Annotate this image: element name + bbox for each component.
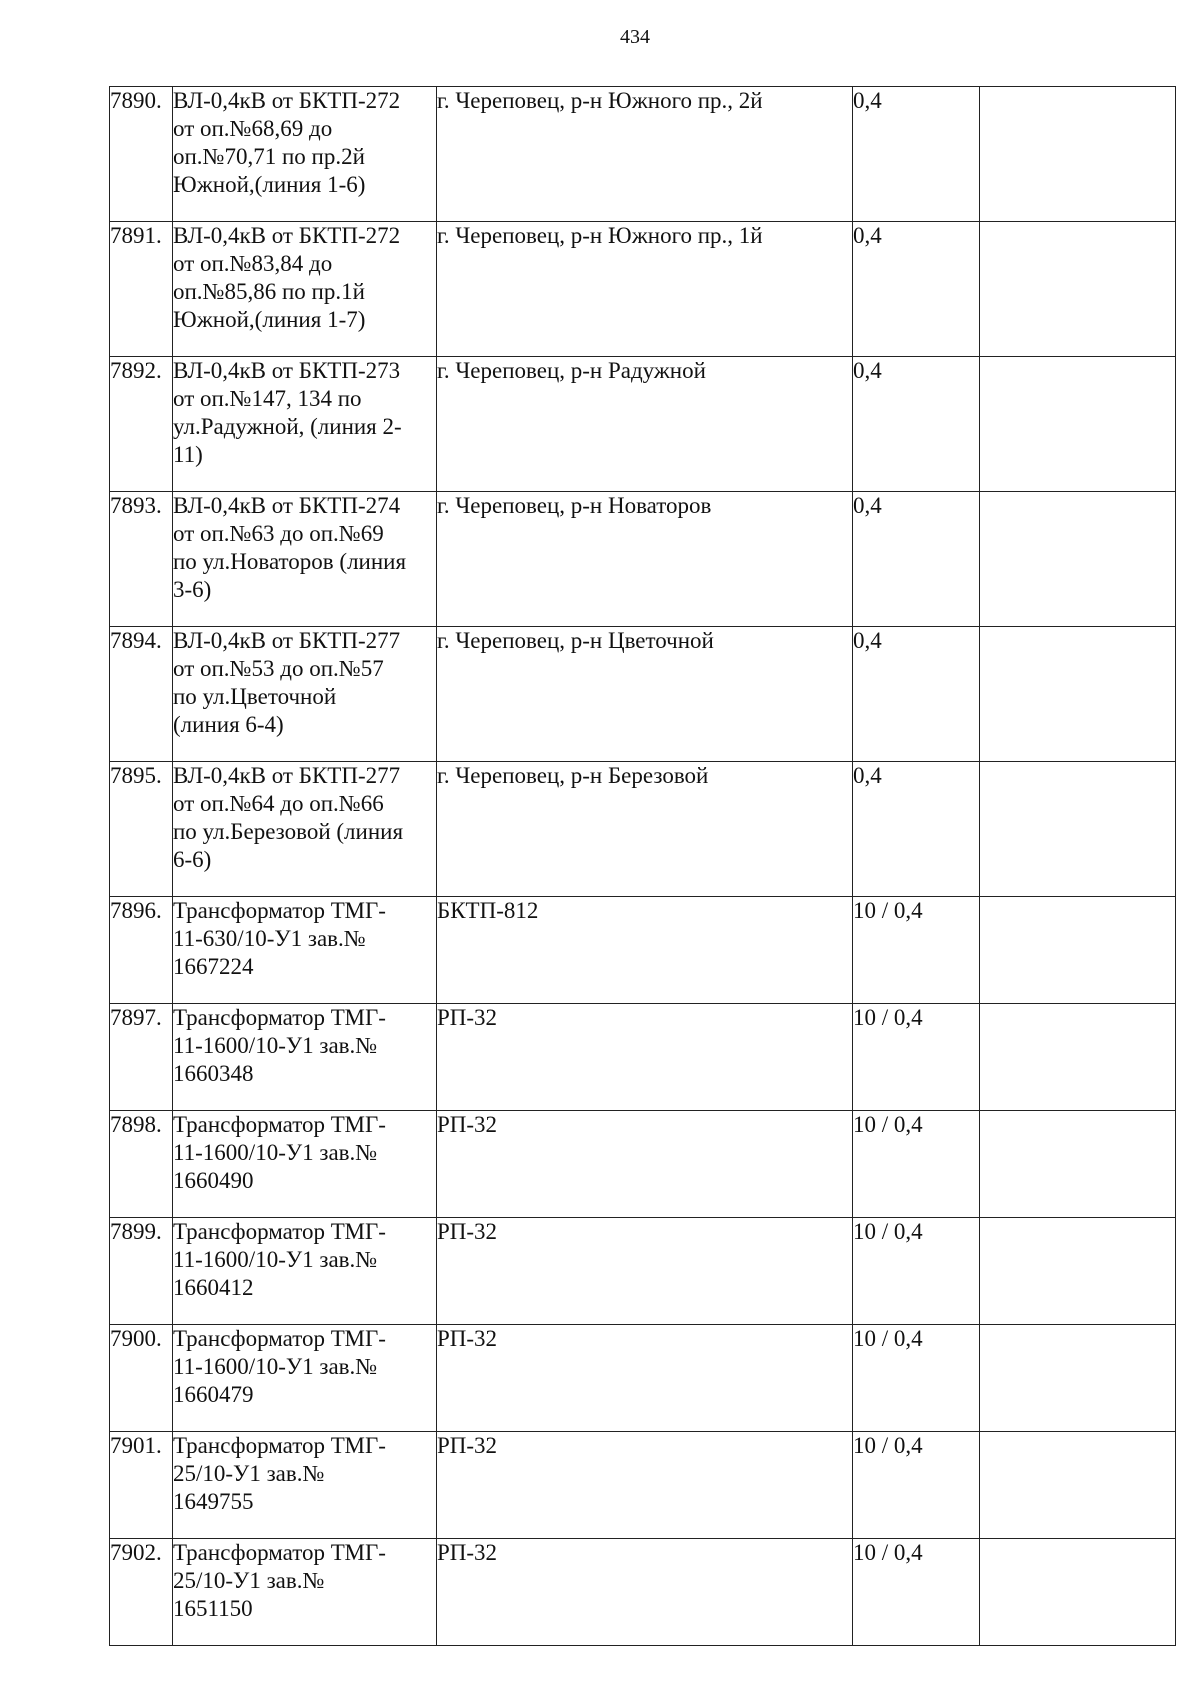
object-name: Трансформатор ТМГ- 11-1600/10-У1 зав.№ 1660490 — [173, 1112, 386, 1193]
object-name: Трансформатор ТМГ- 11-1600/10-У1 зав.№ 1660412 — [173, 1219, 386, 1300]
table-row — [110, 762, 1176, 897]
location-cell — [437, 222, 853, 357]
object-name-cell — [173, 897, 437, 1004]
object-name-cell — [173, 1432, 437, 1539]
voltage: 10 / 0,4 — [853, 1325, 980, 1432]
empty-cell — [980, 357, 1176, 492]
object-name-cell — [173, 762, 437, 897]
table-row — [110, 1539, 1176, 1646]
location: РП-32 — [437, 1540, 498, 1565]
table-row — [110, 1111, 1176, 1218]
voltage: 0,4 — [853, 627, 980, 762]
object-name: ВЛ-0,4кВ от БКТП-272 от оп.№83,84 до оп.№85,86 по пр.1й Южной,(линия 1-7) — [173, 223, 401, 332]
row-number: 7894. — [110, 627, 173, 762]
row-number: 7897. — [110, 1004, 173, 1111]
empty-cell — [980, 762, 1176, 897]
row-number: 7900. — [110, 1325, 173, 1432]
registry-table-body — [110, 87, 1176, 1646]
object-name-cell — [173, 1004, 437, 1111]
voltage: 10 / 0,4 — [853, 1111, 980, 1218]
object-name-cell — [173, 1111, 437, 1218]
row-number: 7893. — [110, 492, 173, 627]
table-row — [110, 357, 1176, 492]
object-name-cell — [173, 222, 437, 357]
location-cell — [437, 1111, 853, 1218]
location-cell — [437, 1432, 853, 1539]
row-number: 7899. — [110, 1218, 173, 1325]
object-name: ВЛ-0,4кВ от БКТП-272 от оп.№68,69 до оп.№70,71 по пр.2й Южной,(линия 1-6) — [173, 88, 401, 197]
row-number: 7898. — [110, 1111, 173, 1218]
location-cell — [437, 1325, 853, 1432]
object-name-cell — [173, 1218, 437, 1325]
location-cell — [437, 357, 853, 492]
location-cell — [437, 762, 853, 897]
empty-cell — [980, 1111, 1176, 1218]
empty-cell — [980, 627, 1176, 762]
object-name-cell — [173, 87, 437, 222]
location: г. Череповец, р-н Радужной — [437, 358, 706, 383]
location-cell — [437, 1218, 853, 1325]
location: РП-32 — [437, 1005, 498, 1030]
table-row — [110, 897, 1176, 1004]
voltage: 0,4 — [853, 762, 980, 897]
row-number: 7895. — [110, 762, 173, 897]
object-name-cell — [173, 627, 437, 762]
table-row — [110, 1432, 1176, 1539]
object-name: Трансформатор ТМГ- 25/10-У1 зав.№ 1651150 — [173, 1540, 386, 1621]
table-row — [110, 1218, 1176, 1325]
row-number: 7901. — [110, 1432, 173, 1539]
object-name: ВЛ-0,4кВ от БКТП-274 от оп.№63 до оп.№69 по ул.Новаторов (линия 3-6) — [173, 493, 407, 602]
empty-cell — [980, 1004, 1176, 1111]
location-cell — [437, 87, 853, 222]
empty-cell — [980, 1325, 1176, 1432]
location: РП-32 — [437, 1219, 498, 1244]
object-name: ВЛ-0,4кВ от БКТП-277 от оп.№64 до оп.№66 по ул.Березовой (линия 6-6) — [173, 763, 404, 872]
table-row — [110, 87, 1176, 222]
object-name: Трансформатор ТМГ- 25/10-У1 зав.№ 1649755 — [173, 1433, 386, 1514]
location: г. Череповец, р-н Южного пр., 1й — [437, 223, 763, 248]
table-row — [110, 627, 1176, 762]
object-name: ВЛ-0,4кВ от БКТП-273 от оп.№147, 134 по ул.Радужной, (линия 2- 11) — [173, 358, 402, 467]
location: г. Череповец, р-н Цветочной — [437, 628, 714, 653]
table-row — [110, 1004, 1176, 1111]
location-cell — [437, 492, 853, 627]
empty-cell — [980, 1218, 1176, 1325]
row-number: 7892. — [110, 357, 173, 492]
object-name-cell — [173, 1539, 437, 1646]
table-row — [110, 222, 1176, 357]
location-cell — [437, 1539, 853, 1646]
location: БКТП-812 — [437, 898, 539, 923]
location: РП-32 — [437, 1112, 498, 1137]
table-row — [110, 1325, 1176, 1432]
location: г. Череповец, р-н Новаторов — [437, 493, 712, 518]
registry-table — [109, 86, 1176, 1646]
object-name: Трансформатор ТМГ- 11-1600/10-У1 зав.№ 1660479 — [173, 1326, 386, 1407]
object-name-cell — [173, 357, 437, 492]
voltage: 10 / 0,4 — [853, 1004, 980, 1111]
voltage: 10 / 0,4 — [853, 1218, 980, 1325]
location-cell — [437, 1004, 853, 1111]
empty-cell — [980, 1539, 1176, 1646]
location-cell — [437, 627, 853, 762]
empty-cell — [980, 492, 1176, 627]
row-number: 7891. — [110, 222, 173, 357]
location-cell — [437, 897, 853, 1004]
location: г. Череповец, р-н Березовой — [437, 763, 709, 788]
voltage: 10 / 0,4 — [853, 1539, 980, 1646]
voltage: 10 / 0,4 — [853, 1432, 980, 1539]
object-name-cell — [173, 1325, 437, 1432]
voltage: 0,4 — [853, 357, 980, 492]
table-row — [110, 492, 1176, 627]
object-name: ВЛ-0,4кВ от БКТП-277 от оп.№53 до оп.№57 по ул.Цветочной (линия 6-4) — [173, 628, 401, 737]
row-number: 7890. — [110, 87, 173, 222]
voltage: 0,4 — [853, 222, 980, 357]
location: РП-32 — [437, 1326, 498, 1351]
location: г. Череповец, р-н Южного пр., 2й — [437, 88, 763, 113]
object-name: Трансформатор ТМГ- 11-1600/10-У1 зав.№ 1660348 — [173, 1005, 386, 1086]
row-number: 7896. — [110, 897, 173, 1004]
empty-cell — [980, 222, 1176, 357]
empty-cell — [980, 897, 1176, 1004]
object-name: Трансформатор ТМГ- 11-630/10-У1 зав.№ 1667224 — [173, 898, 386, 979]
empty-cell — [980, 1432, 1176, 1539]
location: РП-32 — [437, 1433, 498, 1458]
voltage: 10 / 0,4 — [853, 897, 980, 1004]
voltage: 0,4 — [853, 492, 980, 627]
object-name-cell — [173, 492, 437, 627]
row-number: 7902. — [110, 1539, 173, 1646]
page-number: 434 — [620, 26, 650, 48]
voltage: 0,4 — [853, 87, 980, 222]
empty-cell — [980, 87, 1176, 222]
